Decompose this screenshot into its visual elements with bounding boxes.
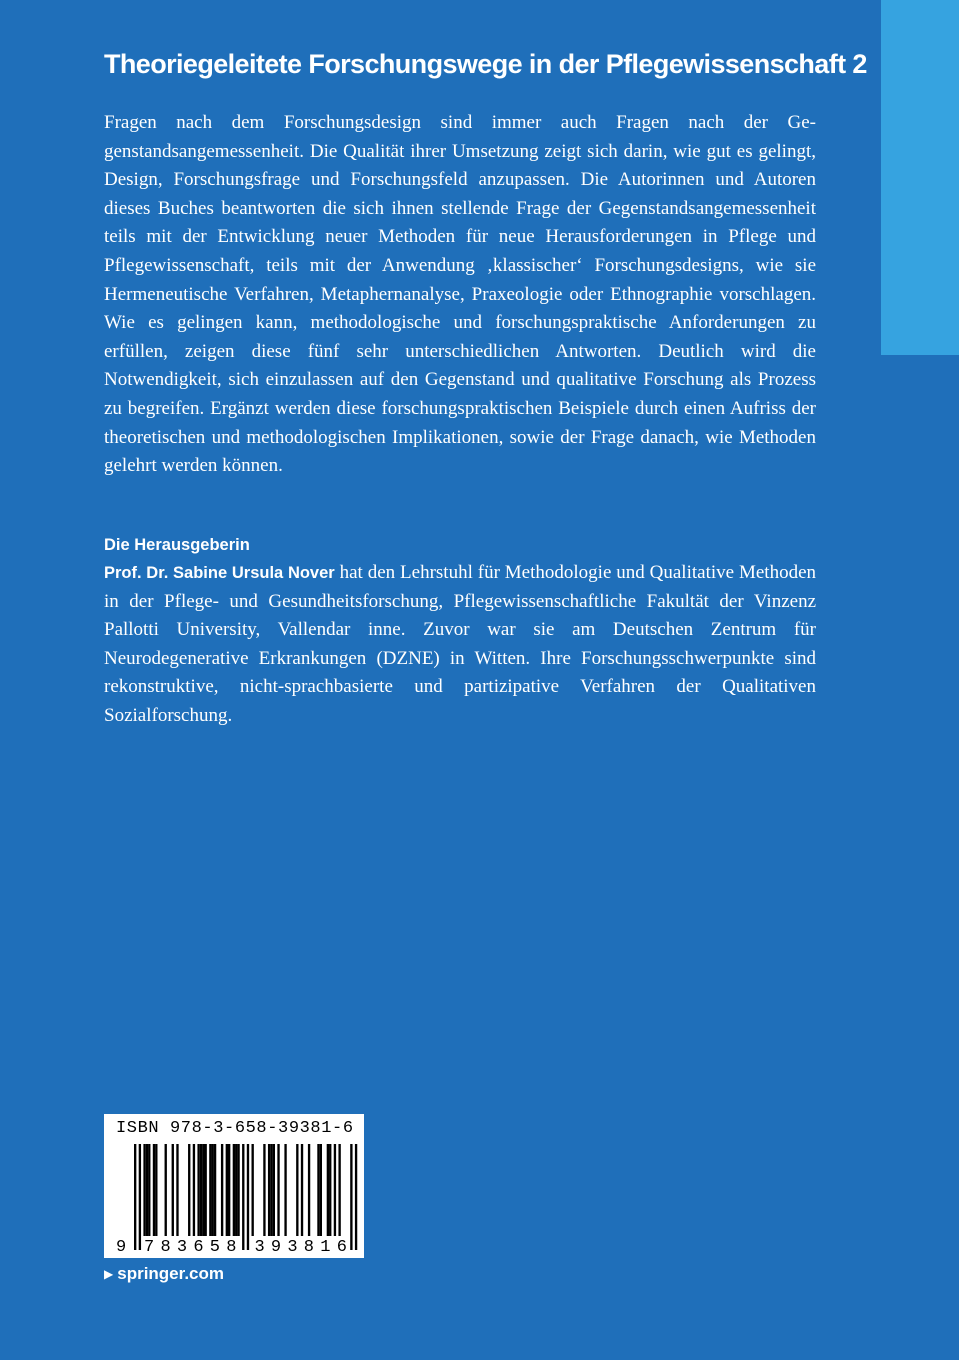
barcode-bar [134, 1144, 136, 1250]
barcode-bar [308, 1144, 310, 1236]
color-tab [881, 0, 959, 355]
book-title: Theoriegeleitete Forschungswege in der Pflegewissenschaft 2 [104, 49, 867, 79]
barcode-bar [143, 1144, 145, 1236]
barcode-bar [221, 1144, 223, 1236]
barcode-bar [334, 1144, 336, 1236]
barcode-bar [226, 1144, 228, 1236]
barcode-bar [242, 1144, 244, 1250]
barcode-digits: 9 [116, 1238, 127, 1257]
barcode-bar [320, 1144, 322, 1236]
barcode-digits: 6 [336, 1238, 348, 1257]
barcode-bar [214, 1144, 216, 1236]
barcode-digits: 8 [303, 1238, 315, 1257]
barcode-bar [355, 1144, 357, 1250]
barcode-bar [172, 1144, 174, 1236]
barcode-bar [268, 1144, 270, 1236]
barcode-digits: 6 [193, 1238, 204, 1257]
barcode-bar [148, 1144, 150, 1236]
barcode-digits: 9 [270, 1238, 282, 1257]
book-blurb: Fragen nach dem Forschungsdesign sind immer auch Fragen nach der Gegenstandsangemessenheit. Die Qualität ihrer Umsetzung zeigt sich darin, wie gut es gelingt, Design, Forschungsfrage und Forschungsfeld anzupassen. Die Autorinnen und Autoren dieses Buches beantworten die sich ihnen stellende Frage der Gegenstandsangemessenheit teils mit der Entwicklung neuer Methoden für neue Herausforderungen in Pflege und Pflegewissenschaft, teils mit der Anwendung ‚klassischer‘ Forschungsdesigns, wie sie Hermeneutische Verfahren, Metaphernanalyse, Praxeologie oder Ethnographie vorschlagen. Wie es gelingen kann, methodologische und forschungspraktische Anforderungen zu erfüllen, zeigen diese fünf sehr unterschiedlichen Antworten. Deutlich wird die Notwendigkeit, sich einzulassen auf den Gegenstand und qualitative Forschung als Prozess zu begreifen. Ergänzt werden diese forschungspraktischen Beispiele durch einen Aufriss der theoretischen und methodologischen Implikationen, sowie der Frage danach, wie Methoden gelehrt werden können. [104, 112, 816, 477]
barcode-digits: 7 [144, 1238, 155, 1257]
barcode-bar [273, 1144, 275, 1236]
barcode-bar [327, 1144, 329, 1236]
website-label: springer.com [117, 1264, 224, 1283]
isbn-label: ISBN 978-3-658-39381-6 [116, 1119, 354, 1138]
editor-bio [104, 559, 816, 731]
barcode-bar [296, 1144, 298, 1236]
barcode-bar [205, 1144, 207, 1236]
barcode-bar [197, 1144, 199, 1236]
barcode-bar [252, 1144, 254, 1236]
barcode-bar [338, 1144, 340, 1236]
barcode-bar [277, 1144, 279, 1236]
barcode [104, 1114, 364, 1258]
barcode-bar [139, 1144, 141, 1250]
barcode-bar [209, 1144, 211, 1236]
barcode-bar [153, 1144, 155, 1236]
barcode-box [104, 1114, 364, 1258]
barcode-digits: 8 [160, 1238, 171, 1257]
barcode-bar [284, 1144, 286, 1236]
barcode-bar [188, 1144, 190, 1236]
barcode-bar [193, 1144, 195, 1236]
barcode-bar [155, 1144, 157, 1236]
editor-name: Prof. Dr. Sabine Ursula Nover [104, 564, 335, 582]
barcode-bar [202, 1144, 204, 1236]
barcode-bar [317, 1144, 319, 1236]
barcode-digits: 8 [226, 1238, 237, 1257]
triangle-right-icon: ▶ [104, 1267, 114, 1281]
barcode-digits: 3 [176, 1238, 188, 1257]
barcode-digits: 3 [287, 1238, 298, 1257]
barcode-bar [200, 1144, 202, 1236]
barcode-bar [235, 1144, 237, 1236]
barcode-digits: 5 [209, 1238, 221, 1257]
barcode-bar [350, 1144, 352, 1250]
barcode-bar [212, 1144, 214, 1236]
barcode-bar [233, 1144, 235, 1236]
barcode-bar [301, 1144, 303, 1236]
barcode-bar [329, 1144, 331, 1236]
barcode-bar [270, 1144, 272, 1236]
barcode-bar [247, 1144, 249, 1250]
barcode-bar [165, 1144, 167, 1236]
barcode-bar [228, 1144, 230, 1236]
publisher-link[interactable] [104, 1262, 224, 1286]
editor-bio-text: hat den Lehrstuhl für Methodologie und Qualitative Methoden in der Pflege- und Gesundheitsforschung, Pflegewissenschaftliche Fakultät der Vinzenz Pallotti University, Vallendar inne. Zuvor war sie am Deutschen Zentrum für Neurodegenerative Erkrankungen (DZNE) in Witten. Ihre Forschungsschwerpunkte sind rekonstruktive, nicht-sprachbasierte und partizipative Verfahren der Qualitativen Sozialforschung. [104, 562, 817, 726]
barcode-bar [263, 1144, 265, 1236]
barcode-bar [176, 1144, 178, 1236]
barcode-digits: 1 [320, 1238, 331, 1257]
barcode-bar [237, 1144, 239, 1236]
editor-heading: Die Herausgeberin [104, 536, 250, 554]
barcode-bar [146, 1144, 148, 1236]
barcode-digits: 3 [254, 1238, 265, 1257]
